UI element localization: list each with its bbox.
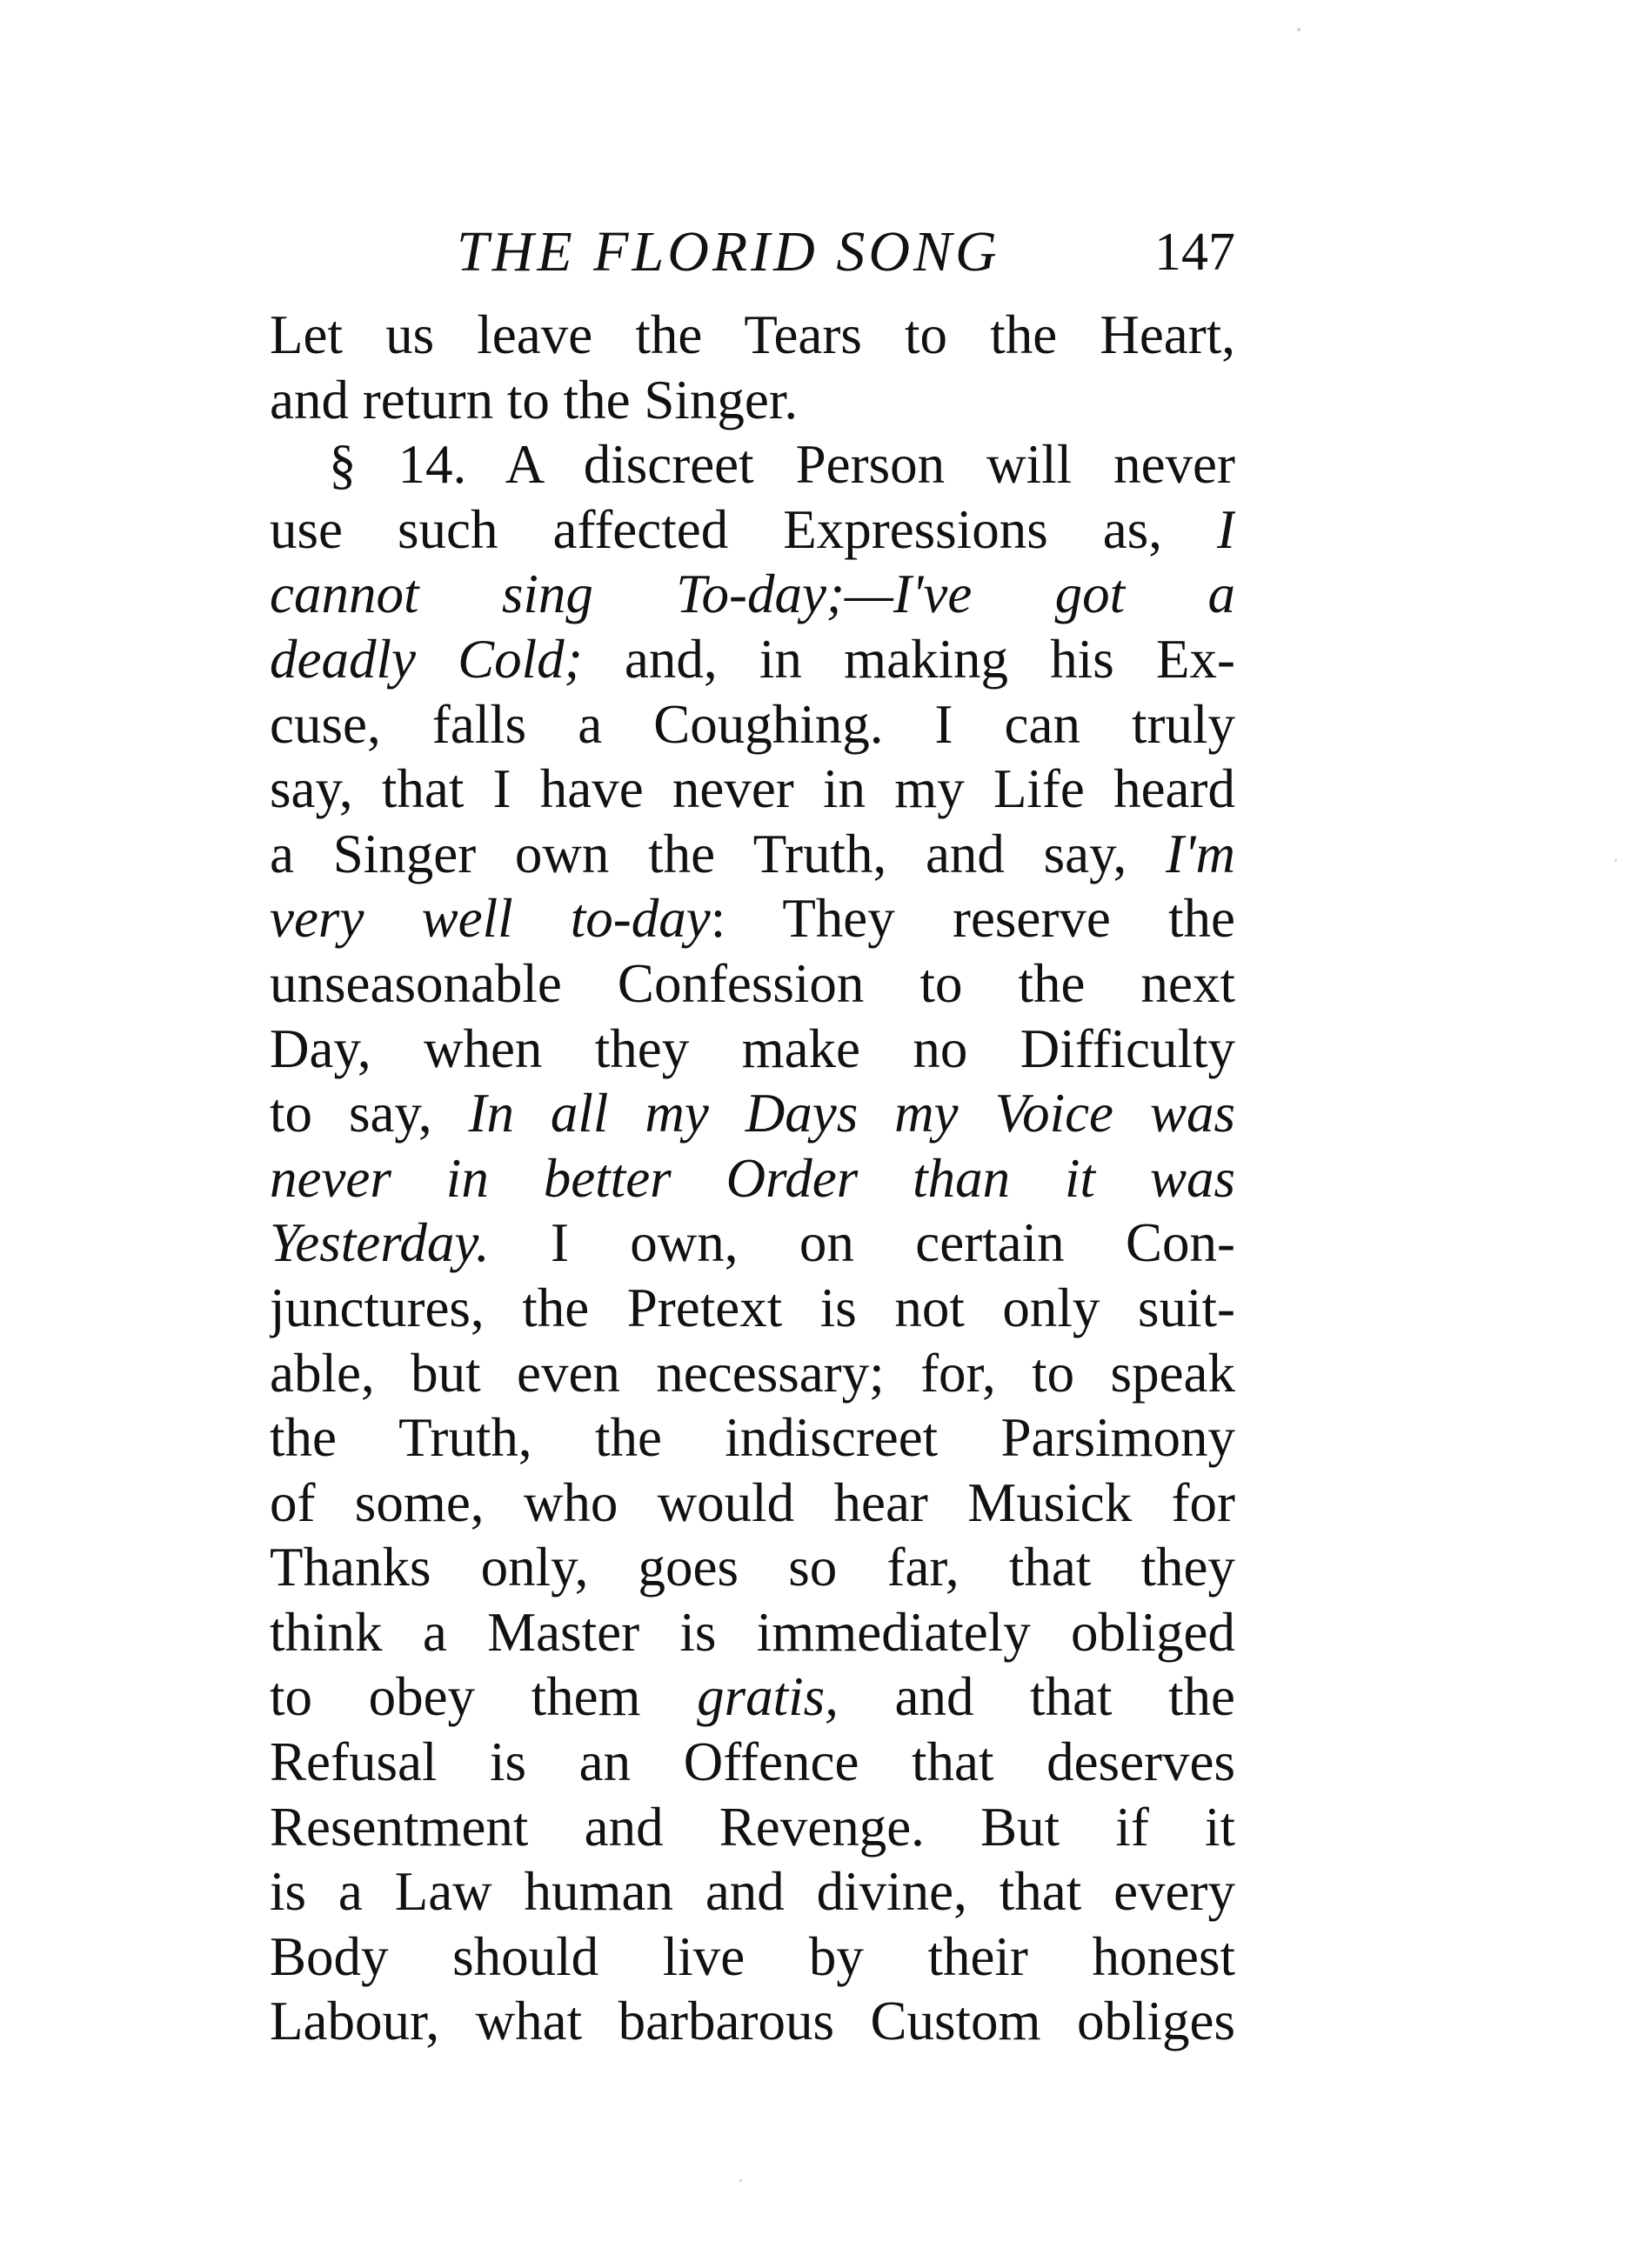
text-line: Yesterday. I own, on certain Con- <box>270 1212 1235 1274</box>
text-line: the Truth, the indiscreet Parsimony <box>270 1407 1235 1469</box>
text-line: say, that I have never in my Life heard <box>270 758 1235 820</box>
text-line: Refusal is an Offence that deserves <box>270 1731 1235 1793</box>
text-line: Resentment and Revenge. But if it <box>270 1796 1235 1858</box>
text-line: is a Law human and divine, that every <box>270 1861 1235 1923</box>
text-line: Let us leave the Tears to the Heart, <box>270 304 1235 365</box>
scan-speck <box>1615 859 1617 862</box>
scan-speck <box>1297 28 1300 31</box>
text-line: deadly Cold; and, in making his Ex- <box>270 628 1235 690</box>
text-line: to say, In all my Days my Voice was <box>270 1083 1235 1144</box>
page-number: 147 <box>1154 223 1235 282</box>
text-line: junctures, the Pretext is not only suit- <box>270 1277 1235 1338</box>
scan-speck <box>739 2179 742 2182</box>
text-line: think a Master is immediately obliged <box>270 1601 1235 1663</box>
text-line: cuse, falls a Coughing. I can truly <box>270 693 1235 755</box>
text-line: Day, when they make no Difficulty <box>270 1017 1235 1079</box>
text-line: Labour, what barbarous Custom obliges <box>270 1991 1235 2052</box>
text-line: cannot sing To-day;—I've got a <box>270 564 1235 625</box>
text-line: § 14. A discreet Person will never <box>329 434 1235 496</box>
running-head <box>270 209 1235 296</box>
text-line: to obey them gratis, and that the <box>270 1666 1235 1728</box>
text-line: unseasonable Confession to the next <box>270 952 1235 1014</box>
text-line: able, but even necessary; for, to speak <box>270 1342 1235 1404</box>
text-line: of some, who would hear Musick for <box>270 1471 1235 1533</box>
text-line: never in better Order than it was <box>270 1147 1235 1209</box>
text-line: Thanks only, goes so far, that they <box>270 1537 1235 1598</box>
text-line: Body should live by their honest <box>270 1925 1235 1987</box>
text-line: use such affected Expressions as, I <box>270 498 1235 560</box>
text-line: very well to-day: They reserve the <box>270 888 1235 950</box>
body-text <box>270 303 1235 2054</box>
running-title: THE FLORID SONG <box>457 220 1000 284</box>
text-line: a Singer own the Truth, and say, I'm <box>270 823 1235 884</box>
text-line: and return to the Singer. <box>270 369 799 430</box>
